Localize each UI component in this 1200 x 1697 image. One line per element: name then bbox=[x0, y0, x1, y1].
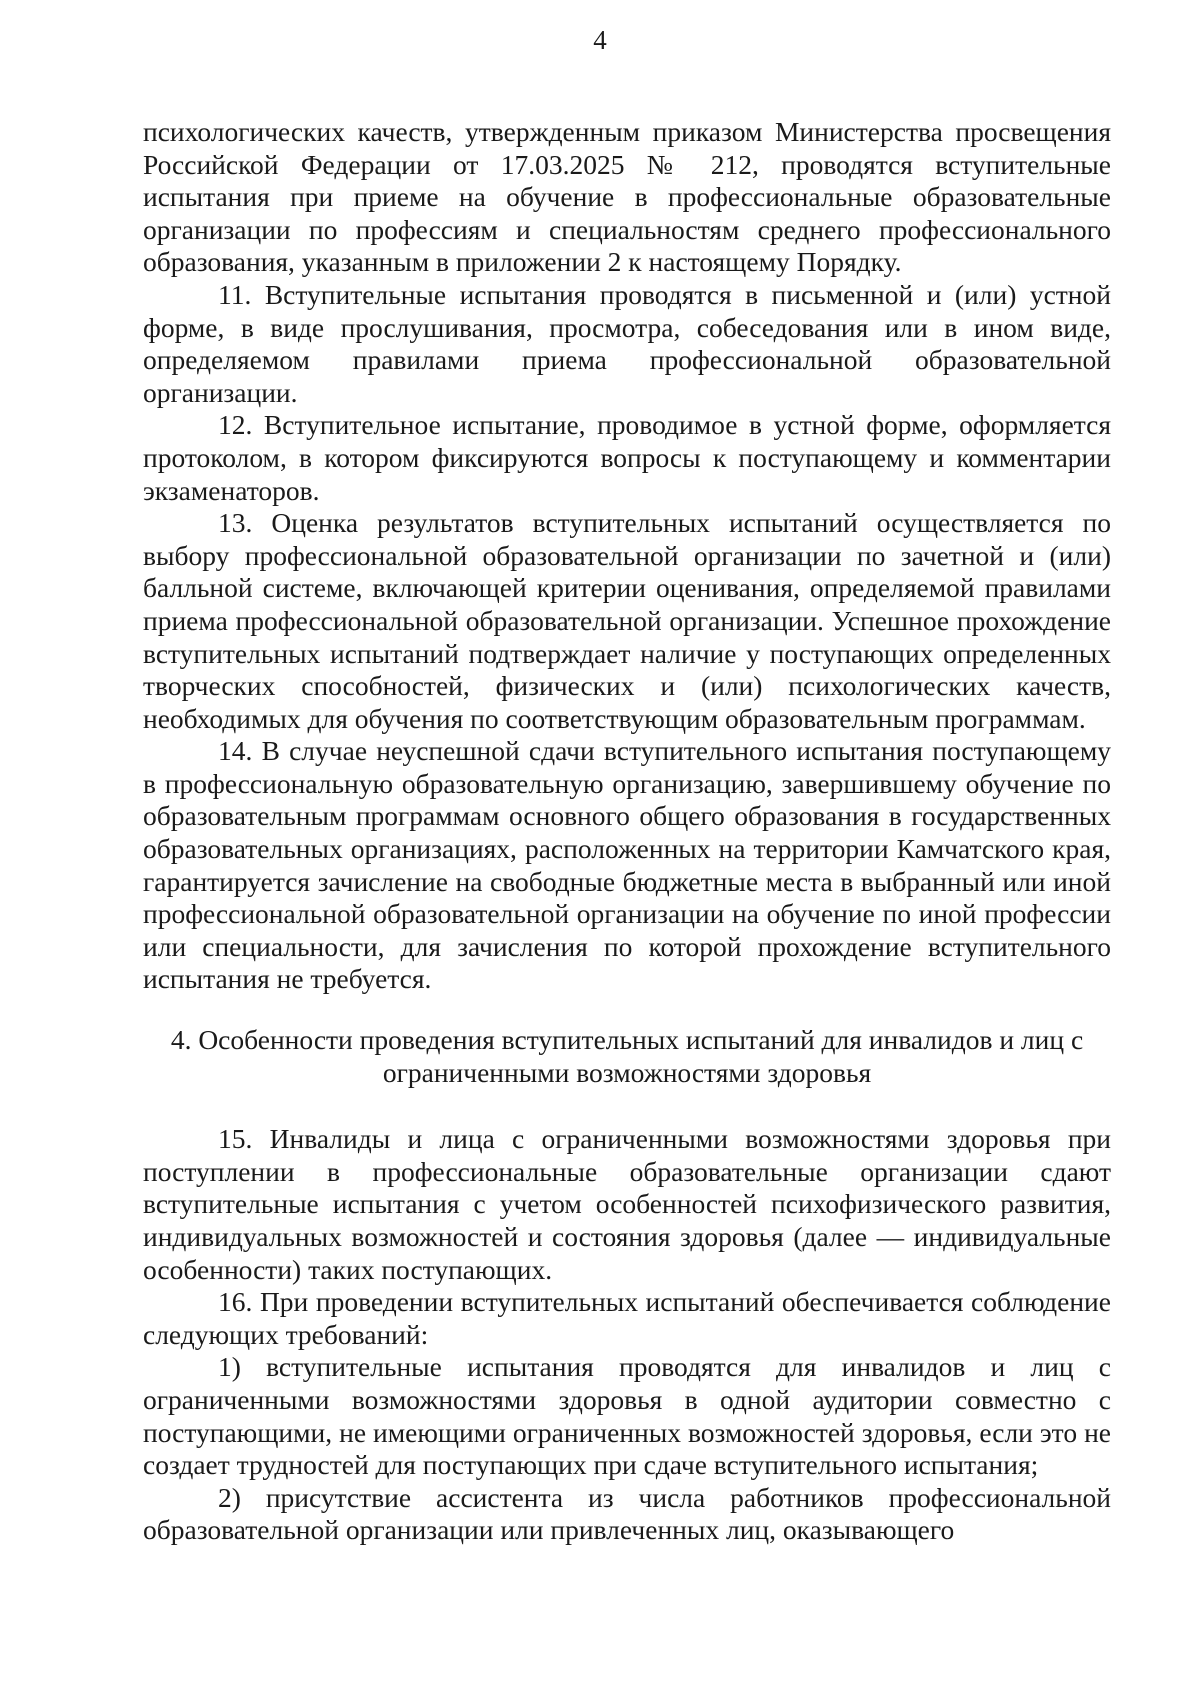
paragraph-12: 12. Вступительное испытание, проводимое в устной форме, оформляется протоколом, в котором фиксируются вопросы к поступающему и комментарии экзаменаторов. bbox=[143, 409, 1111, 506]
paragraph-16: 16. При проведении вступительных испытаний обеспечивается соблюдение следующих требований: bbox=[143, 1286, 1111, 1350]
paragraph-16-item-1: 1) вступительные испытания проводятся для инвалидов и лиц с ограниченными возможностями здоровья в одной аудитории совместно с поступающими, не имеющими ограниченных возможностей здоровья, если это не создает трудностей для поступающих при сдаче вступительного испытания; bbox=[143, 1351, 1111, 1481]
paragraph-continuation: психологических качеств, утвержденным приказом Министерства просвещения Российской Федерации от 17.03.2025 № 212, проводятся вступительные испытания при приеме на обучение в профессиональные образовательные организации по профессиям и специальностям среднего профессионального образования, указанным в приложении 2 к настоящему Порядку. bbox=[143, 116, 1111, 278]
paragraph-11: 11. Вступительные испытания проводятся в письменной и (или) устной форме, в виде прослушивания, просмотра, собеседования или в ином виде, определяемом правилами приема профессиональной образовательной организации. bbox=[143, 278, 1111, 408]
page-number: 4 bbox=[593, 25, 607, 55]
paragraph-14: 14. В случае неуспешной сдачи вступительного испытания поступающему в профессиональную образовательную организацию, завершившему обучение по образовательным программам основного общего образования в государственных образовательных организациях, расположенных на территории Камчатского края, гарантируется зачисление на свободные бюджетные места в выбранный или иной профессиональной образовательной организации на обучение по иной профессии или специальности, для зачисления по которой прохождение вступительного испытания не требуется. bbox=[143, 735, 1111, 995]
paragraph-13: 13. Оценка результатов вступительных испытаний осуществляется по выбору профессиональной образовательной организации по зачетной и (или) балльной системе, включающей критерии оценивания, определяемой правилами приема профессиональной образовательной организации. Успешное прохождение вступительных испытаний подтверждает наличие у поступающих определенных творческих способностей, физических и (или) психологических качеств, необходимых для обучения по соответствующим образовательным программам. bbox=[143, 507, 1111, 734]
paragraph-15: 15. Инвалиды и лица с ограниченными возможностями здоровья при поступлении в профессиональные образовательные организации сдают вступительные испытания с учетом особенностей психофизического развития, индивидуальных возможностей и состояния здоровья (далее — индивидуальные особенности) таких поступающих. bbox=[143, 1123, 1111, 1285]
section-heading: 4. Особенности проведения вступительных испытаний для инвалидов и лиц с ограниченными возможностями здоровья bbox=[170, 1024, 1084, 1088]
paragraph-16-item-2: 2) присутствие ассистента из числа работников профессиональной образовательной организации или привлеченных лиц, оказывающего bbox=[143, 1481, 1111, 1546]
document-body bbox=[143, 116, 1111, 1547]
